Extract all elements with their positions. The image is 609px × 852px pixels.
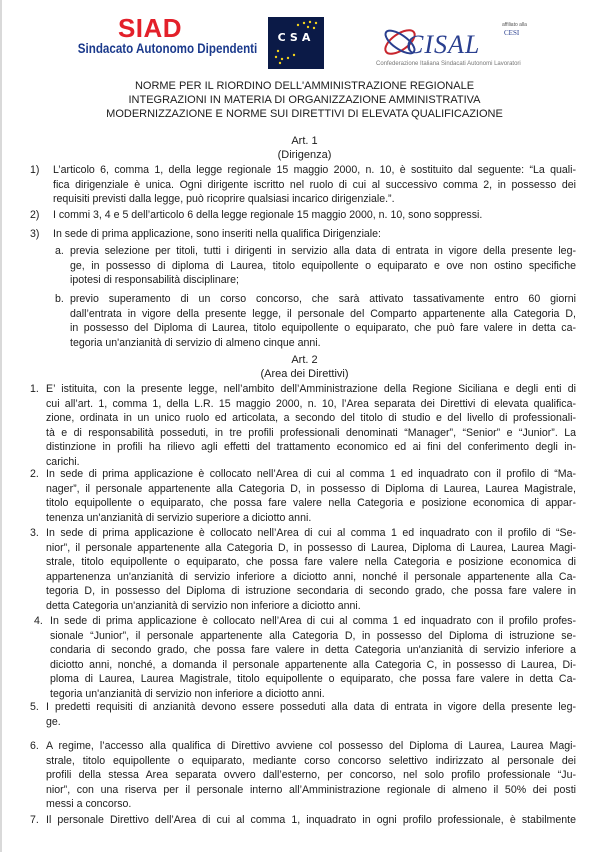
text-line: sionale “Junior”, il personale appartenente alla Categoria D, in possesso del Diploma di istruzione se- <box>50 629 576 642</box>
text-line: A regime, l’accesso alla qualifica di Direttivo avviene col possesso del Diploma di Laurea, Laurea Magi- <box>46 740 576 752</box>
art2-item-5 <box>46 700 576 729</box>
text-line: In sede di prima applicazione è collocato nell’Area di cui al comma 1 ed inquadrato con il profilo di “Se- <box>46 527 576 539</box>
text-line: ge. <box>46 715 61 728</box>
text-line: cui all’art. 1, comma 1, della L.R. 15 maggio 2000, n. 10, l’Area separata dei Direttivi di elevata qualifica- <box>46 397 576 410</box>
siad-logo <box>66 13 258 57</box>
csa-logo-text: CSA <box>277 31 315 44</box>
text-line: zione, ordinata in un unico ruolo ed articolata, a secondo del titolo di studio e del livello di professionali- <box>46 412 576 425</box>
text-line: In sede di prima applicazione è collocato nell’Area di cui al comma 1 ed inquadrato con il profilo profes- <box>50 615 576 627</box>
text-line: ge, in possesso di diploma di Laurea, titolo equipollente o equiparato e ove non ostino specifiche <box>70 259 576 272</box>
text-line: nior”, con una riserva per il personale interno all’Amministrazione regionale di almeno il 50% dei posti <box>46 783 576 796</box>
text-line: previo superamento di un corso concorso, che sarà attivato tassativamente entro 60 giorni <box>70 293 576 305</box>
text-line: profili della stessa Area separata ovvero dall’esterno, per concorso, nel solo profilo professionale “Ju- <box>46 769 576 782</box>
text-line: tegoria D, in possesso del Diploma di istruzione secondaria di secondo grado, che possa fare valere in <box>46 585 576 598</box>
text-line: previa selezione per titoli, tutti i dirigenti in servizio alla data di entrata in vigore della presente leg- <box>70 245 576 257</box>
cisal-logo <box>376 16 546 74</box>
art2-item-6 <box>46 739 576 812</box>
text-line: nager”, il personale appartenente alla Categoria D, in possesso di Diploma di Laurea, Laurea Magistrale, <box>46 482 576 495</box>
text-line: Il personale Direttivo dell’Area di cui al comma 1, inquadrato in ogni profilo professionale, è stabilmente <box>46 814 576 826</box>
text-line: dall’entrata in vigore della presente legge, il personale del Comparto appartenente alla Categoria D, <box>70 307 576 320</box>
art1-subitem-a <box>70 244 576 288</box>
text-line: nior”, il personale appartenente alla Categoria D, in possesso di Laurea, Diploma di Laurea, Laurea Magi- <box>46 541 576 554</box>
text-line: L’articolo 6, comma 1, della legge regionale 15 maggio 2000, n. 10, è sostituito dal seguente: “La quali- <box>53 164 576 176</box>
art1-title: Art. 1 <box>291 135 318 147</box>
art2-item-number: 1. <box>30 383 39 395</box>
siad-logo-title: SIAD <box>117 13 183 43</box>
text-line: tegoria un'anzianità di servizio di almeno cinque anni. <box>70 336 321 349</box>
text-line: messi a concorso. <box>46 798 132 811</box>
art1-subitem-letter: b. <box>55 293 64 305</box>
text-line: detta Categoria un'anzianità di servizio non inferiore a diciotto anni. <box>46 599 361 612</box>
art1-item-1 <box>53 163 576 207</box>
art1-subitem-letter: a. <box>55 245 64 257</box>
art2-item-number: 6. <box>30 740 39 752</box>
text-line: diciotto anni, nonché, a domanda il personale appartenente alla Categoria C, in possesso di Laurea, Di- <box>50 658 576 671</box>
art1-item-number: 2) <box>30 209 40 221</box>
art2-item-4 <box>50 614 576 702</box>
text-line: distinzione in profili ha rilievo agli effetti del trattamento economico ed ai fini del conferimento degli in- <box>46 441 576 454</box>
title-line: NORME PER IL RIORDINO DELL'AMMINISTRAZIONE REGIONALE <box>134 80 475 92</box>
csa-logo <box>268 17 324 69</box>
art2-item-number: 2. <box>30 468 39 480</box>
text-line: titolo equipollente o equiparato, che possa fare valere nella Categoria e posizione economica di appar- <box>46 497 576 510</box>
text-line: ipotesi di responsabilità disciplinare; <box>70 274 240 287</box>
art1-item-2 <box>53 208 576 223</box>
art2-item-7 <box>46 813 576 828</box>
document-title <box>0 79 609 121</box>
art2-subtitle: (Area dei Direttivi) <box>260 368 349 380</box>
text-line: carichi. <box>46 455 80 468</box>
art2-item-number: 3. <box>30 527 39 539</box>
text-line: strale, titolo equipollente o equiparato, che possa fare valere nella Categoria e posizione economica di <box>46 556 576 569</box>
cisal-cesi: CESI <box>504 29 520 37</box>
text-line: requisiti previsti dalla legge, può ricoprire qualsiasi incarico dirigenziale.”. <box>53 193 395 206</box>
art2-title: Art. 2 <box>291 354 318 366</box>
text-line: In sede di prima applicazione, sono inseriti nella qualifica Dirigenziale: <box>53 228 381 240</box>
title-line: INTEGRAZIONI IN MATERIA DI ORGANIZZAZIONE AMMINISTRATIVA <box>128 94 481 106</box>
text-line: fica dirigenziale è unica. Ogni dirigente iscritto nel ruolo di cui al successivo comma 2, in possesso dei <box>53 178 576 191</box>
text-line: I predetti requisiti di anzianità devono essere posseduti alla data di entrata in vigore della presente leg- <box>46 701 576 713</box>
cisal-logo-title: CISAL <box>406 30 481 59</box>
cisal-full-name: Confederazione Italiana Sindacati Autonomi Lavoratori <box>376 61 521 67</box>
text-line: strale, titolo equipollente o equiparato, mediante corso concorso selettivo indirizzato al personale dei <box>46 754 576 767</box>
title-line: MODERNIZZAZIONE E NORME SUI DIRETTIVI DI ELEVATA QUALIFICAZIONE <box>106 108 503 120</box>
text-line: E’ istituita, con la presente legge, nell’ambito dell’Amministrazione della Regione Siciliana e degli enti di <box>46 383 576 395</box>
text-line: ploma di Laurea, Laurea Magistrale, titolo equipollente o equiparato, che possa fare valere in detta Ca- <box>50 673 576 686</box>
text-line: tegoria un'anzianità di servizio non inferiore a diciotto anni. <box>50 687 325 700</box>
art1-item-number: 1) <box>30 164 40 176</box>
art2-item-2 <box>46 467 576 525</box>
logos-header <box>0 12 609 74</box>
art1-item-3 <box>53 227 576 242</box>
art2-item-number: 4. <box>34 615 43 627</box>
text-line: I commi 3, 4 e 5 dell’articolo 6 della legge regionale 15 maggio 2000, n. 10, sono soppressi. <box>53 209 483 221</box>
art1-item-number: 3) <box>30 228 40 240</box>
text-line: tenenza un'anzianità di servizio superiore a diciotto anni. <box>46 511 312 524</box>
art2-item-number: 7. <box>30 814 39 826</box>
text-line: condaria di secondo grado, che possa fare valere in detta Categoria un'anzianità di servizio inferiore a <box>50 644 576 657</box>
siad-logo-subtitle: Sindacato Autonomo Dipendenti <box>77 41 258 56</box>
art2-item-3 <box>46 526 576 614</box>
text-line: appartenenza un'anzianità di servizio inferiore a diciotto anni, nonché il personale appartenente alla Ca- <box>46 570 576 583</box>
art1-subitem-b <box>70 292 576 350</box>
art1-subtitle: (Dirigenza) <box>277 149 332 161</box>
text-line: tà e di responsabilità posseduti, in tre profili professionali denominati “Manager”, “Senior” e “Junior”. La <box>46 426 576 439</box>
art2-item-number: 5. <box>30 701 39 713</box>
text-line: In sede di prima applicazione è collocato nell’Area di cui al comma 1 ed inquadrato con il profilo di “Ma- <box>46 468 576 480</box>
art2-item-1 <box>46 382 576 470</box>
cisal-affiliation: affiliato alla <box>502 22 527 28</box>
text-line: in possesso del Diploma di Laurea, titolo equipollente o equiparato, che può fare valere in detta ca- <box>70 322 576 335</box>
